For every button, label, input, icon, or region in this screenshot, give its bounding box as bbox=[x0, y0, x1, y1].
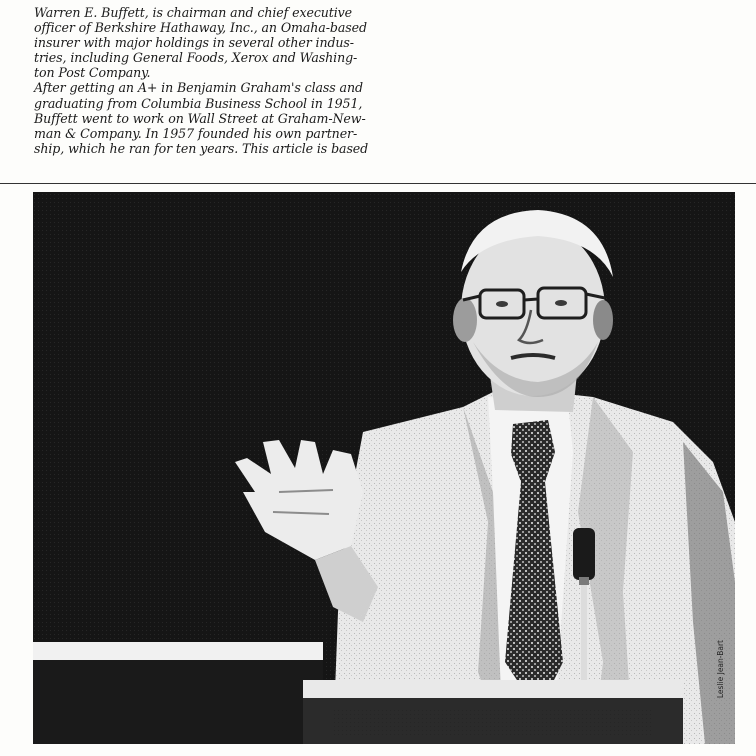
bio-paragraph-2 bbox=[34, 80, 414, 155]
photo-credit: Leslie Jean-Bart bbox=[716, 640, 725, 699]
speaker-photo bbox=[33, 192, 735, 744]
bio-line: man & Company. In 1957 founded his own partner- bbox=[34, 125, 358, 141]
bio-line: officer of Berkshire Hathaway, Inc., an Omaha-based bbox=[34, 20, 367, 36]
bio-line: Buffett went to work on Wall Street at Graham-New- bbox=[34, 110, 366, 126]
speaker-illustration bbox=[33, 192, 735, 744]
bio-line: After getting an A+ in Benjamin Graham's class and bbox=[34, 80, 363, 96]
bio-line: graduating from Columbia Business School in 1951, bbox=[34, 95, 363, 111]
bio-line: ship, which he ran for ten years. This article is based bbox=[34, 140, 369, 156]
bio-text bbox=[34, 5, 414, 156]
bio-line: ton Post Company. bbox=[34, 65, 151, 81]
section-divider bbox=[0, 183, 756, 184]
bio-line: insurer with major holdings in several other indus- bbox=[34, 35, 354, 51]
bio-line: tries, including General Foods, Xerox and Washing- bbox=[34, 50, 358, 66]
bio-paragraph-1 bbox=[34, 5, 414, 80]
bio-line: Warren E. Buffett, is chairman and chief executive bbox=[34, 5, 353, 20]
